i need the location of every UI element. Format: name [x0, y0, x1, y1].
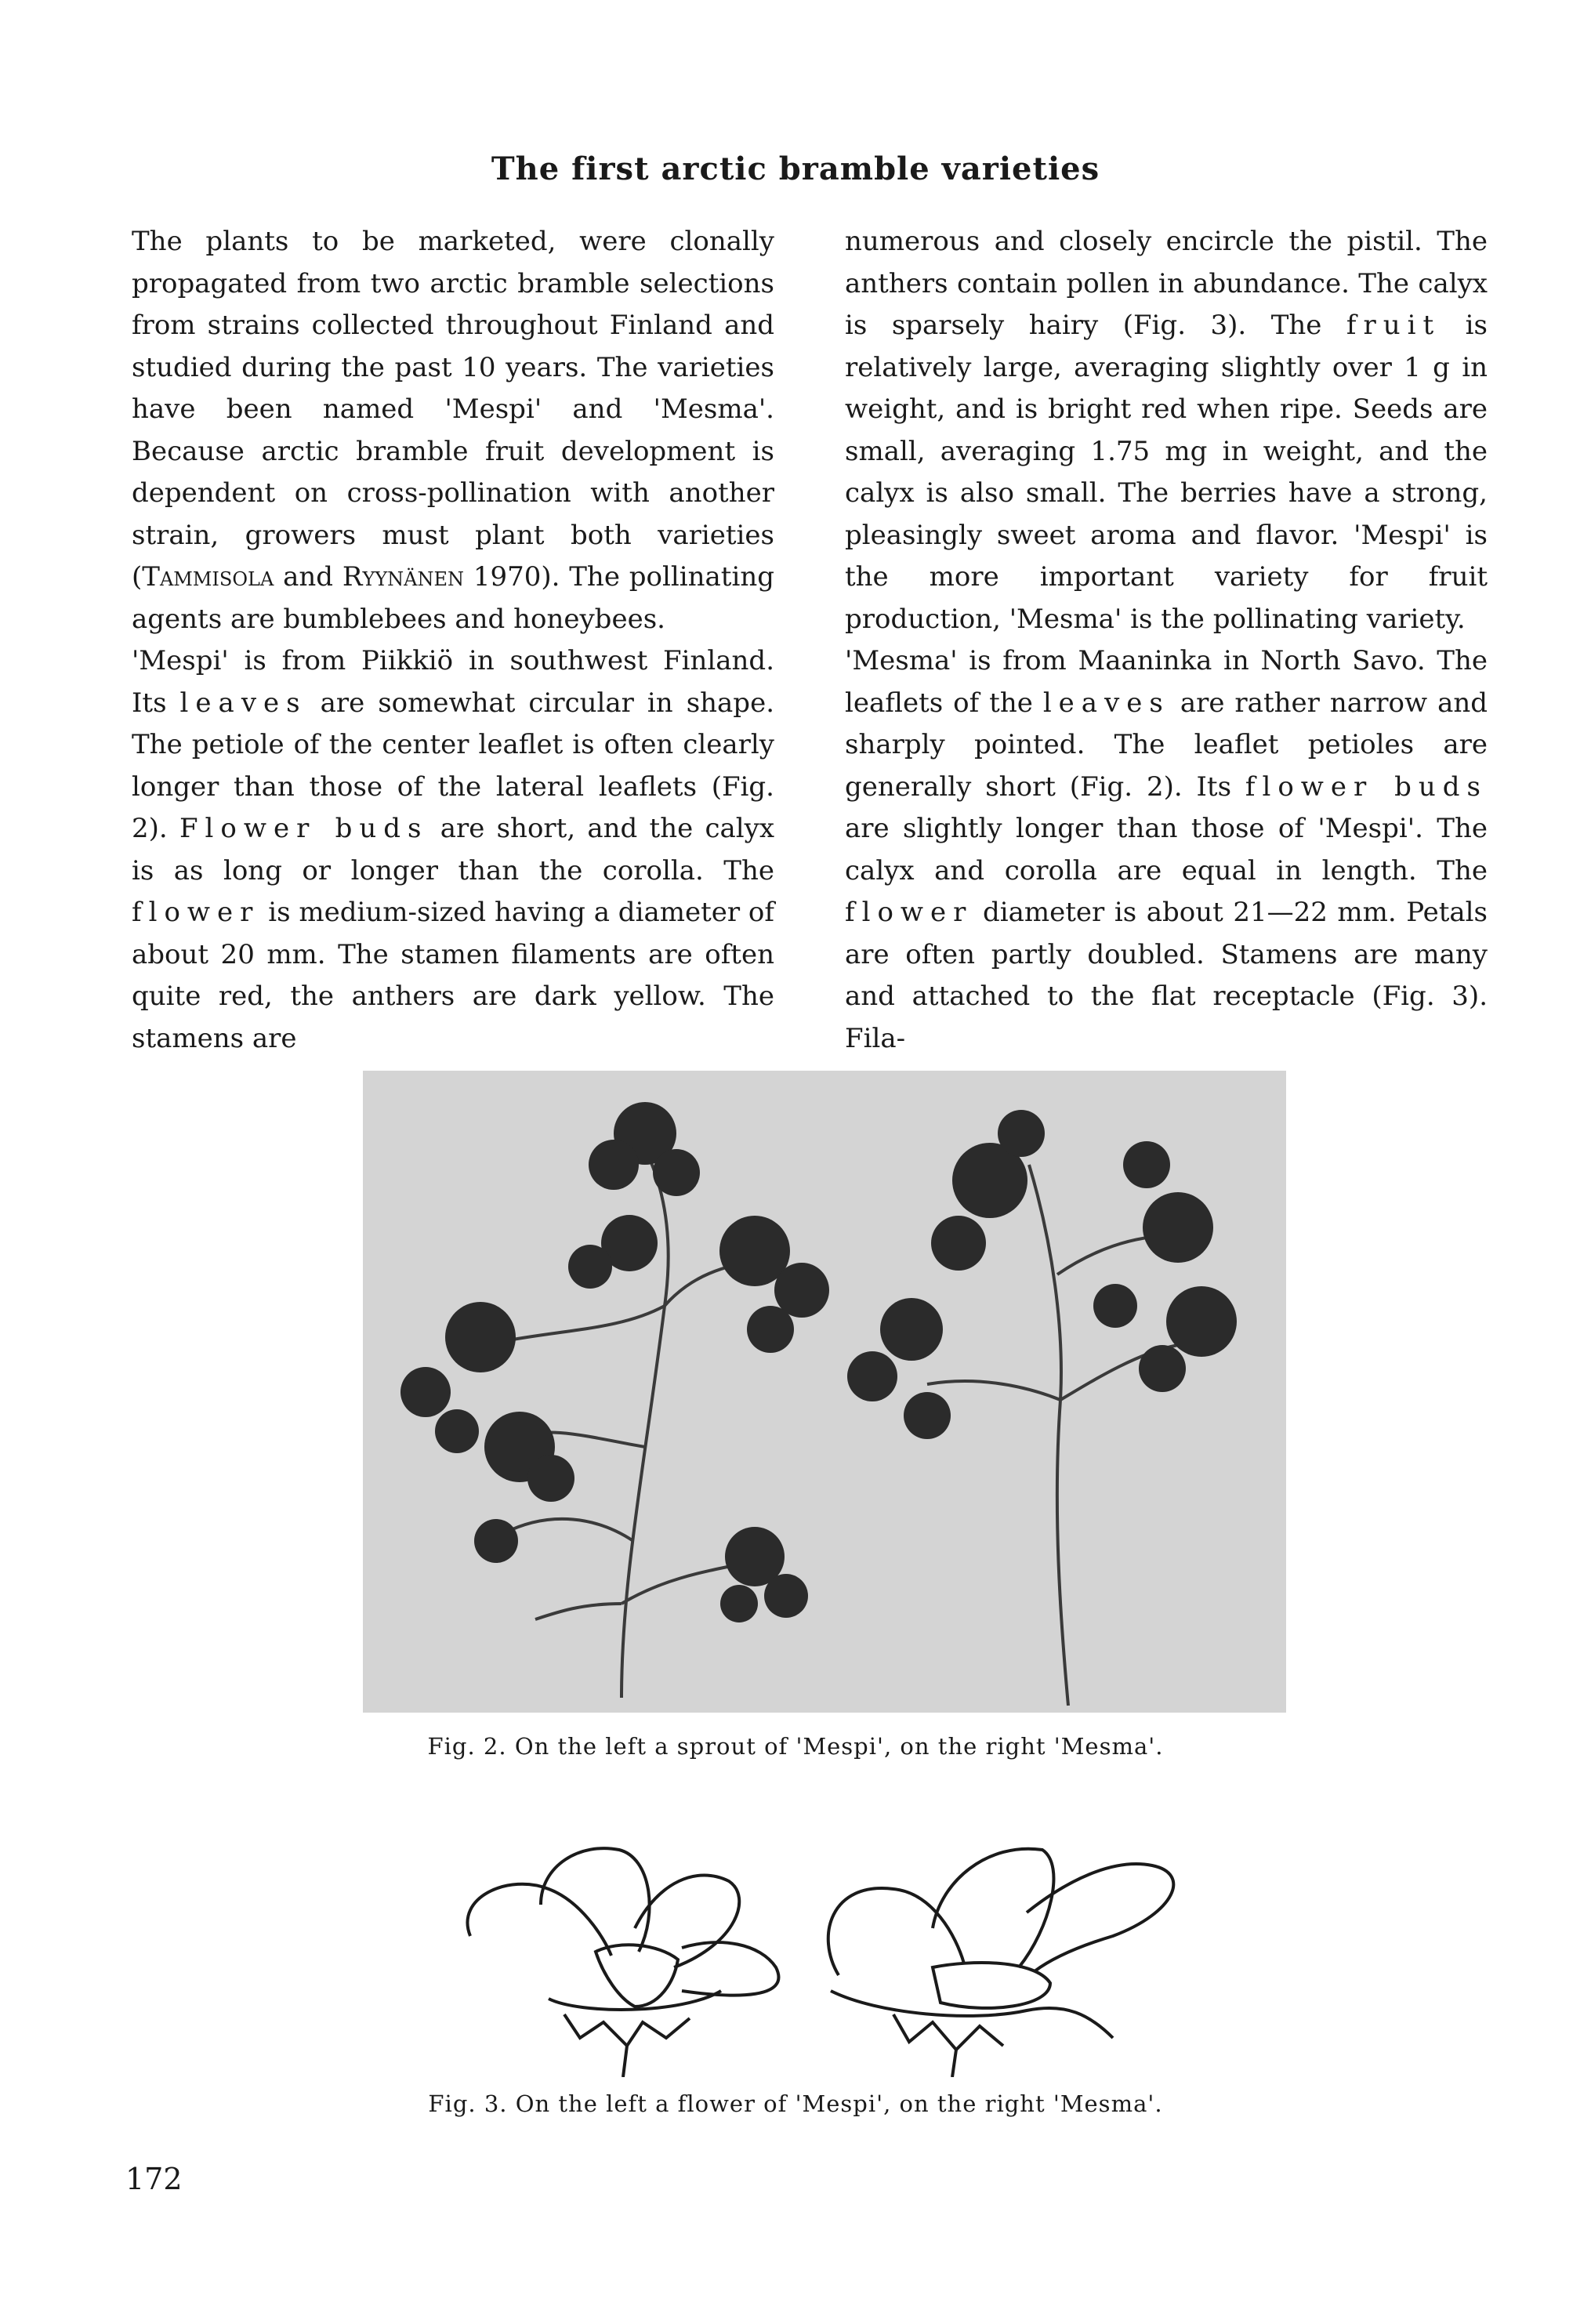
paragraph-p4 [845, 640, 1488, 1060]
text-run: are slightly longer than those of 'Mespi'. The calyx and corolla are equal in length. The [845, 813, 1488, 886]
text-run: and [274, 561, 342, 593]
figure-2-caption: Fig. 2. On the left a sprout of 'Mespi', on the right 'Mesma'. [427, 1733, 1164, 1760]
text-run: flower [132, 897, 260, 928]
article-title: The first arctic bramble varieties [491, 150, 1100, 187]
text-run: fruit [1346, 310, 1441, 341]
text-run: Flower buds [179, 813, 429, 844]
text-run: is relatively large, averaging slightly over 1 g in weight, and is bright red when ripe. Seeds are small, averaging 1.75 mg in weight, and the calyx is also small. The berries have a strong, pleasingly sweet aroma and flavor. 'Mespi' is the more important variety for fruit production, 'Mesma' is the pollinating variety. [845, 310, 1488, 635]
text-run: 'Mespi' is from Piikkiö in southwest Finland. Its [132, 645, 774, 719]
text-run: flower [845, 897, 973, 928]
text-run: Ryynänen [342, 561, 465, 593]
right-column [845, 221, 1488, 1060]
text-run: diameter is about 21—22 mm. Petals are often partly doubled. Stamens are many and attached to the flat receptacle (Fig. 3). Fila- [845, 897, 1488, 1054]
text-run: leaves [1042, 687, 1170, 719]
text-run: The plants to be marketed, were clonally propagated from two arctic bramble selections from strains collected throughout Finland and studied during the past 10 years. The varieties have been named 'Mespi' and 'Mesma'. Because arctic bramble fruit development is dependent on cross-pollination with another strain, growers must plant both varieties ( [132, 226, 774, 593]
text-run: 1970). The pollinating agents are bumblebees and honeybees. [132, 561, 774, 635]
flowers-illustration [423, 1818, 1215, 2077]
text-run: are short, and the calyx is as long or longer than the corolla. The [132, 813, 775, 886]
text-run: flower buds [1245, 770, 1488, 803]
figure-2-photo [363, 1071, 1286, 1713]
text-run: 'Mesma' is from Maaninka in North Savo. The leaflets of the [845, 645, 1488, 719]
text-run: numerous and closely encircle the pistil. The anthers contain pollen in abundance. The calyx is sparsely hairy (Fig. 3). The [845, 226, 1488, 341]
figure-3-drawing [423, 1818, 1215, 2077]
text-run: are somewhat circular in shape. The petiole of the center leaflet is often clearly longer than those of the lateral leaflets (Fig. 2). [132, 687, 775, 844]
figure-3-caption: Fig. 3. On the left a flower of 'Mespi', on the right 'Mesma'. [428, 2090, 1163, 2117]
text-run: are rather narrow and sharply pointed. The leaflet petioles are generally short (Fig. 2). Its [845, 687, 1488, 803]
paragraph-p3 [845, 221, 1488, 640]
paragraph-p2 [132, 640, 774, 1060]
page-number: 172 [125, 2162, 183, 2196]
left-column [132, 221, 774, 1060]
sprouts-illustration [363, 1071, 1286, 1713]
text-run: is medium-sized having a diameter of about 20 mm. The stamen filaments are often quite red, the anthers are dark yellow. The stamens are [132, 897, 774, 1054]
text-run: leaves [179, 687, 307, 719]
paragraph-p1 [132, 221, 774, 640]
text-run: Tammisola [142, 561, 274, 593]
